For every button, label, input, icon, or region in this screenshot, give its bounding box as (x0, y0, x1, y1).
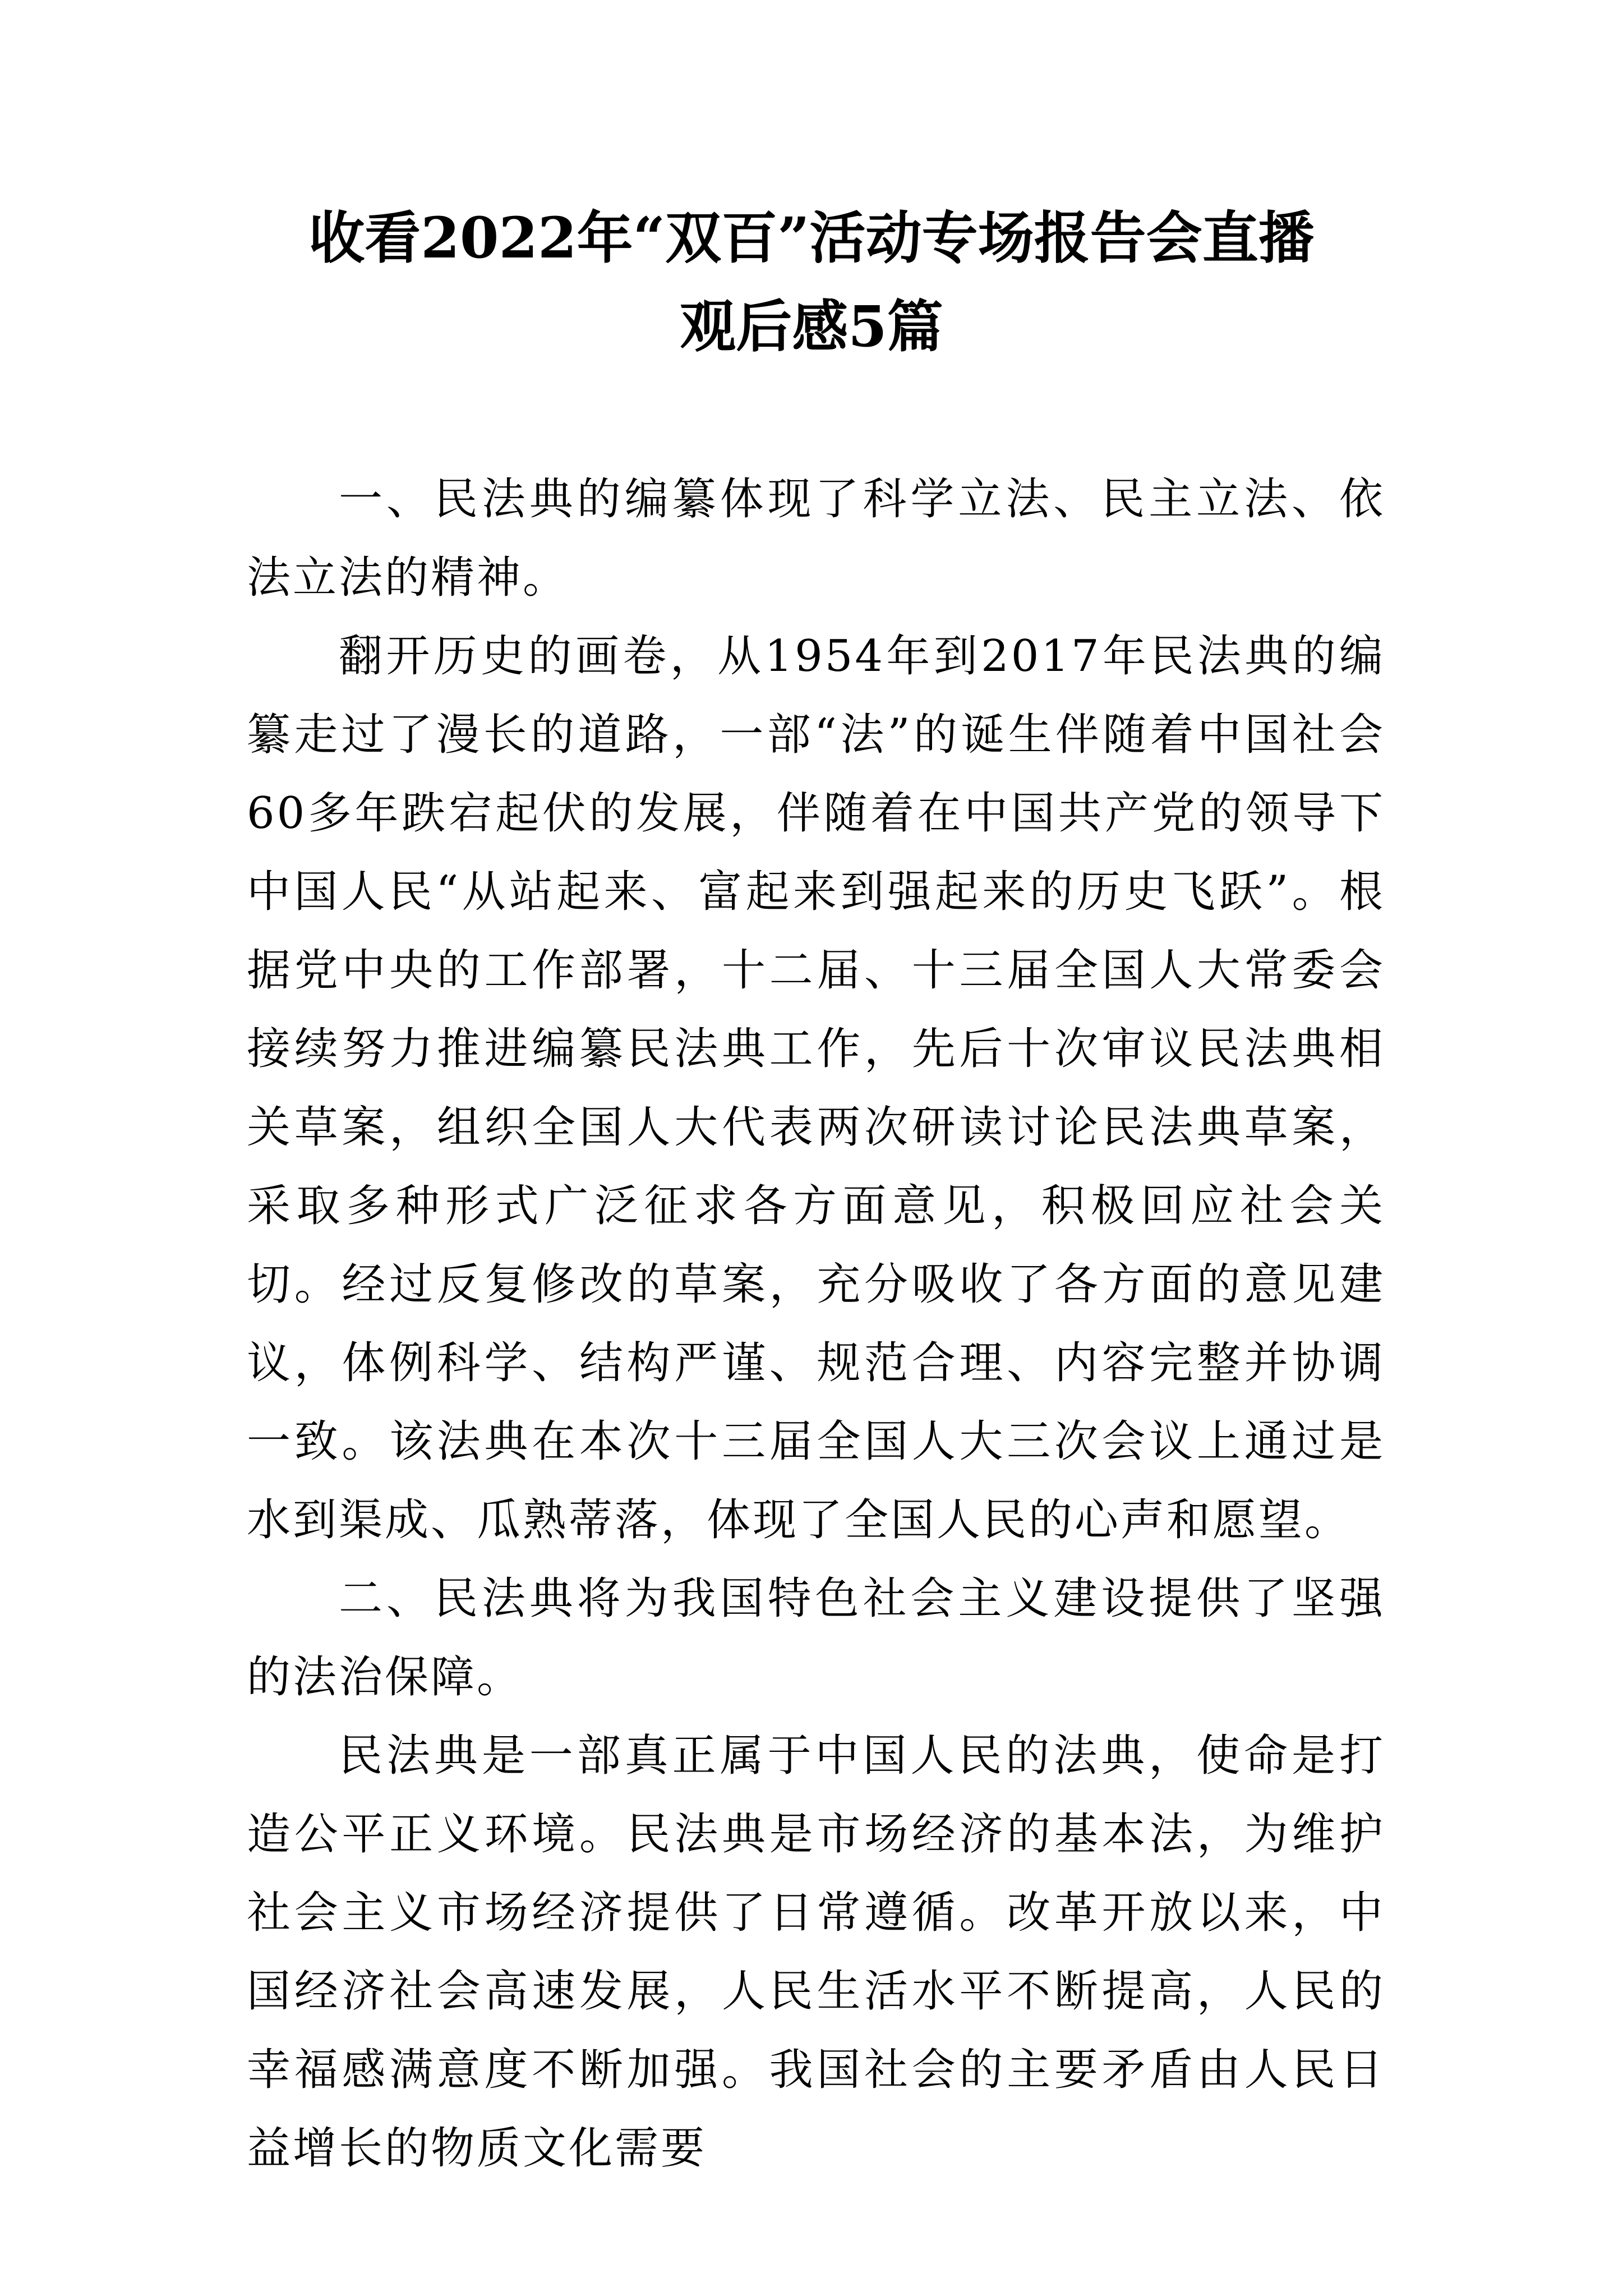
body-paragraph-1: 翻开历史的画卷，从1954年到2017年民法典的编纂走过了漫长的道路，一部“法”的诞生伴随着中国社会60多年跌宕起伏的发展，伴随着在中国共产党的领导下中国人民“从站起来、富起来到强起来的历史飞跃”。根据党中央的工作部署，十二届、十三届全国人大常委会接续努力推进编纂民法典工作，先后十次审议民法典相关草案，组织全国人大代表两次研读讨论民法典草案，采取多种形式广泛征求各方面意见，积极回应社会关切。经过反复修改的草案，充分吸收了各方面的意见建议，体例科学、结构严谨、规范合理、内容完整并协调一致。该法典在本次十三届全国人大三次会议上通过是水到渠成、瓜熟蒂落，体现了全国人民的心声和愿望。 (247, 631, 1385, 1545)
title-line-2: 观后感5篇 (680, 293, 943, 360)
document-title (247, 194, 1376, 371)
document-body (247, 460, 1385, 2188)
title-line-1: 收看2022年“双百”活动专场报告会直播 (308, 205, 1315, 271)
heading-paragraph-2: 二、民法典将为我国特色社会主义建设提供了坚强的法治保障。 (247, 1573, 1385, 1703)
body-paragraph-2: 民法典是一部真正属于中国人民的法典，使命是打造公平正义环境。民法典是市场经济的基本法，为维护社会主义市场经济提供了日常遵循。改革开放以来，中国经济社会高速发展，人民生活水平不断提高，人民的幸福感满意度不断加强。我国社会的主要矛盾由人民日益增长的物质文化需要 (247, 1731, 1385, 2174)
heading-paragraph-1: 一、民法典的编纂体现了科学立法、民主立法、依法立法的精神。 (247, 474, 1385, 603)
